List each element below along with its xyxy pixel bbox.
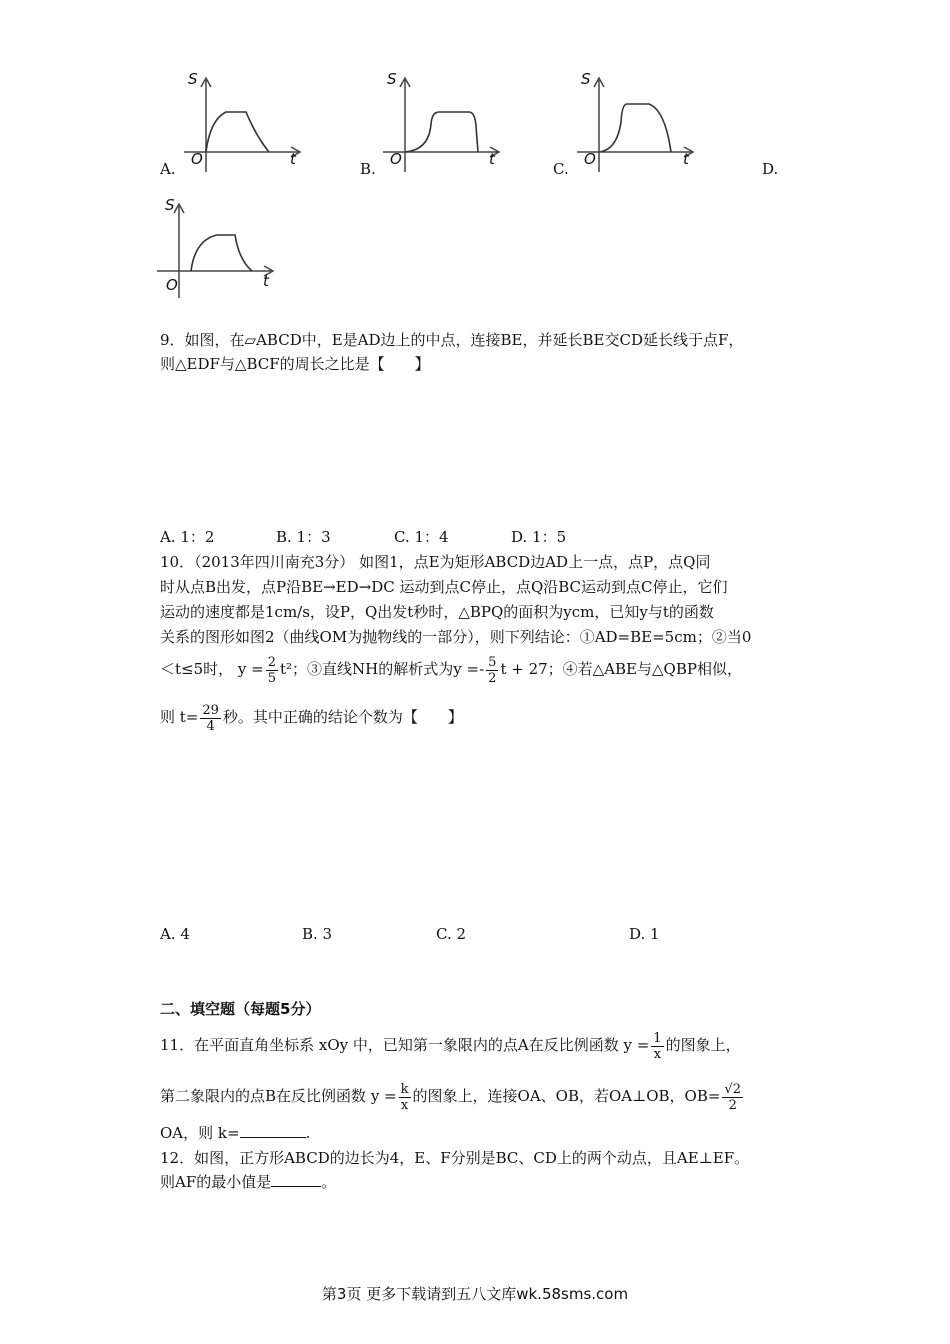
origin-label: O [390,150,402,168]
q11-line3-end: . [305,1124,311,1142]
q8-option-c[interactable]: C. [553,160,569,178]
q10-line1: 10．（2013年四川南充3分） 如图1，点E为矩形ABCD边AD上一点，点P，点Q同 [160,553,711,571]
fraction-5-2: $\frac{5}{2}$ [488,654,497,686]
q10-line6-text-b: 秒。其中正确的结论个数为【 】 [222,708,463,726]
axis-label-s: S [188,70,198,88]
q8-option-a[interactable]: A. [160,160,176,178]
q11-line1 [160,1026,741,1064]
origin-label: O [191,150,203,168]
axis-label-s: S [387,70,397,88]
q9-option-b[interactable]: B. 1：3 [276,528,331,546]
answer-blank-k[interactable] [240,1123,306,1138]
q11-line2 [160,1077,745,1115]
q9-option-a[interactable]: A. 1：2 [160,528,215,546]
q10-line4: 关系的图形如图2（曲线OM为抛物线的一部分），则下列结论：①AD=BE=5cm；②当0 [160,628,752,646]
graph-b [377,66,507,178]
q10-option-d[interactable]: D. 1 [629,925,660,943]
q11-line3-text: OA，则 k= [160,1124,240,1142]
fraction-2-5: $\frac{2}{5}$ [267,654,277,686]
graph-c [571,66,701,178]
q10-line5-text-b: y = [237,660,264,678]
answer-blank-af[interactable] [271,1172,321,1187]
q11-line1-text-c: 的图象上， [665,1036,741,1054]
q10-line6-text-a: 则 t= [160,708,199,726]
q10-option-c[interactable]: C. 2 [436,925,467,943]
q10-line5-text-a: ＜t≤5时， [160,660,234,678]
q11-line2-text-a: 第二象限内的点B在反比例函数 [160,1087,367,1105]
q11-line2-text-c: 的图象上，连接OA、OB，若OA⊥OB，OB= [412,1087,721,1105]
q8-option-b[interactable]: B. [360,160,376,178]
page-footer: 第3页 更多下载请到五八文库wk.58sms.com [321,1285,629,1303]
axis-label-t: t [290,150,296,168]
q9-line2: 则△EDF与△BCF的周长之比是【 】 [160,355,430,373]
graph-a [178,66,308,178]
q12-line1: 12．如图，正方形ABCD的边长为4，E、F分别是BC、CD上的两个动点，且AE⊥EF。 [160,1149,750,1167]
q12-line2-text: 则AF的最小值是 [160,1173,272,1191]
axis-label-t: t [683,150,689,168]
q10-line3: 运动的速度都是1cm/s，设P，Q出发t秒时，△BPQ的面积为ycm，已知y与t的函数 [160,603,714,621]
origin-label: O [584,150,596,168]
q9-line1: 9．如图，在▱ABCD中，E是AD边上的中点，连接BE，并延长BE交CD延长线于点F， [160,331,744,349]
q10-option-b[interactable]: B. 3 [302,925,333,943]
fraction-k-x: $\frac{k}{x}$ [400,1081,409,1113]
q10-line5-text-d: t + 27；④若△ABE与△QBP相似， [500,660,742,678]
q10-line5 [160,650,742,688]
fraction-sqrt2-2: $\frac{√2}{2}$ [724,1081,741,1113]
q8-option-d[interactable]: D. [762,160,779,178]
q9-option-d[interactable]: D. 1：5 [511,528,567,546]
q12-line2-end: 。 [321,1173,337,1191]
origin-label: O [166,276,178,294]
q10-line6 [160,698,463,736]
fraction-29-4: $\frac{29}{4}$ [202,702,219,734]
section-heading: 二、填空题（每题5分） [160,1000,321,1018]
axis-label-t: t [263,272,269,290]
q10-line5-text-c: t²；③直线NH的解析式为y =- [280,660,485,678]
q11-line3 [160,1121,310,1145]
fraction-1-x: $\frac{1}{x}$ [653,1030,662,1062]
axis-label-s: S [581,70,591,88]
graph-d [151,192,281,304]
q10-option-a[interactable]: A. 4 [160,925,190,943]
axis-label-s: S [165,196,175,214]
q12-line2 [160,1170,336,1194]
q11-line1-text-b: y = [623,1036,650,1054]
axis-label-t: t [489,150,495,168]
q10-line2: 时从点B出发，点P沿BE→ED→DC 运动到点C停止，点Q沿BC运动到点C停止，它们 [160,578,728,596]
q11-line1-text-a: 11．在平面直角坐标系 xOy 中，已知第一象限内的点A在反比例函数 [160,1036,619,1054]
q9-option-c[interactable]: C. 1：4 [394,528,449,546]
q11-line2-text-b: y = [370,1087,397,1105]
